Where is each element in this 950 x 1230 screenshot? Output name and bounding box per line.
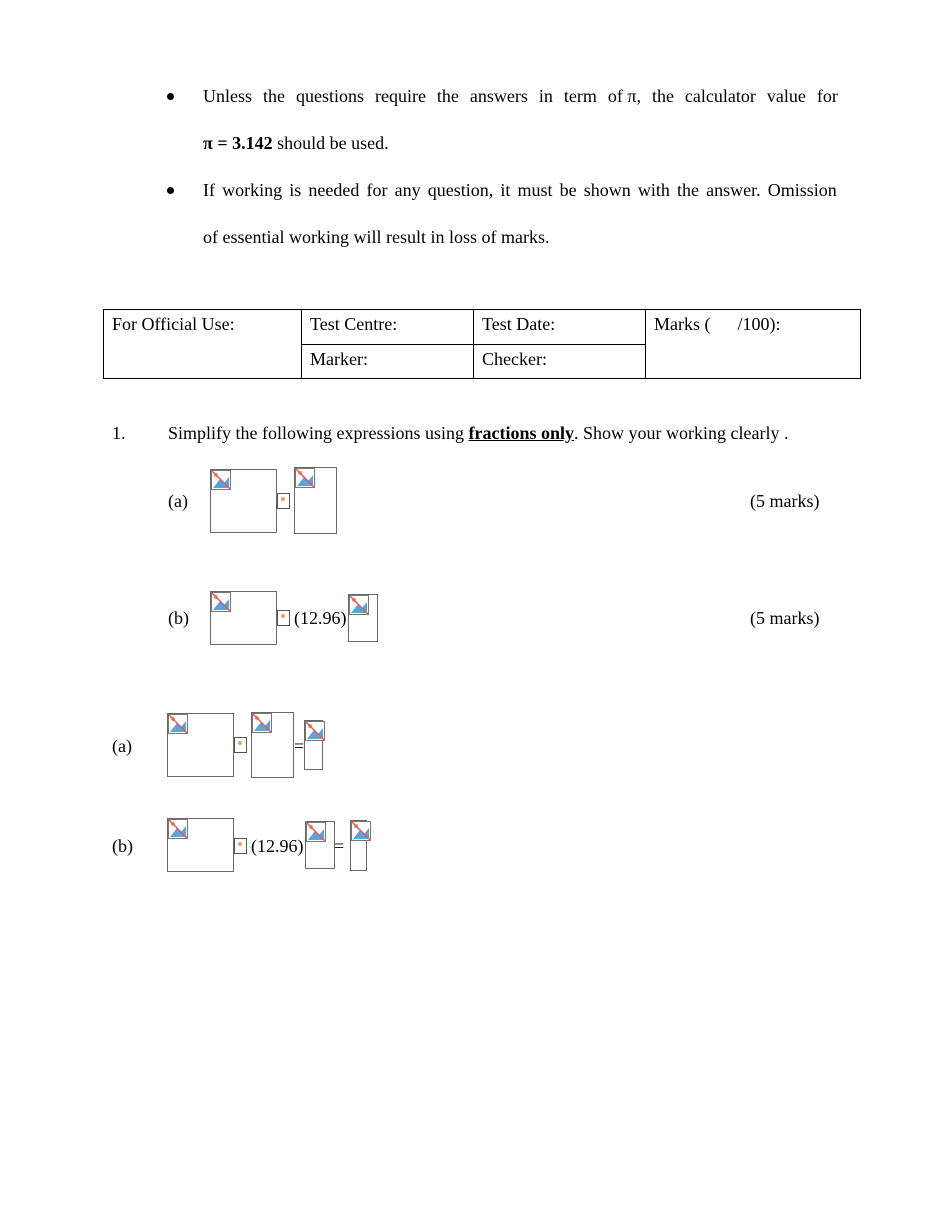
official-use-label: For Official Use:: [104, 310, 302, 379]
instruction-2-word: answer.: [706, 180, 761, 200]
broken-image-icon: [210, 591, 277, 645]
instruction-1-word: Unless: [203, 86, 252, 106]
answer-b-label: (b): [112, 836, 133, 856]
instruction-1-text: should be used.: [272, 133, 389, 153]
question-text: [168, 423, 788, 444]
test-date-field: Test Date:: [474, 310, 646, 345]
instruction-2-word: the: [677, 180, 700, 200]
instruction-2-word: for: [366, 180, 388, 200]
broken-image-icon: [350, 820, 367, 871]
instruction-1-word: value: [766, 86, 806, 106]
instruction-1-word: the: [262, 86, 285, 106]
instruction-2-word: any: [394, 180, 421, 200]
instruction-2-line-2: of essential working will result in loss of marks.: [203, 227, 550, 247]
part-b-value: (12.96): [294, 608, 347, 628]
answer-a-label: (a): [112, 736, 132, 756]
instruction-2-word: needed: [308, 180, 360, 200]
instruction-2-word: shown: [583, 180, 631, 200]
broken-image-icon: [234, 838, 247, 854]
test-centre-field: Test Centre:: [302, 310, 474, 345]
instruction-2-line-1: [203, 180, 837, 201]
bullet-2: [167, 187, 174, 194]
instruction-2-word: it: [500, 180, 511, 200]
part-a-marks: (5 marks): [750, 491, 820, 511]
instruction-1-word: answers: [469, 86, 528, 106]
instruction-1-word: calculator: [684, 86, 756, 106]
part-b-label: (b): [168, 608, 189, 628]
instruction-2-word: question,: [427, 180, 494, 200]
instruction-2-word: working: [222, 180, 283, 200]
instruction-2-word: with: [637, 180, 670, 200]
answer-b-value: (12.96): [251, 836, 304, 856]
instruction-2-word: Omission: [767, 180, 837, 200]
instruction-1-line-1: [203, 86, 838, 107]
broken-image-icon: [305, 821, 335, 869]
broken-image-icon: [277, 610, 290, 626]
broken-image-icon: [210, 469, 277, 533]
broken-image-icon: [234, 737, 247, 753]
instruction-1-word: term: [563, 86, 597, 106]
marker-field: Marker:: [302, 345, 474, 379]
instruction-1-word: the: [436, 86, 459, 106]
instruction-1-word: the: [651, 86, 674, 106]
broken-image-icon: [348, 594, 378, 642]
question-text-end: . Show your working clearly .: [574, 423, 789, 443]
instruction-2-word: must: [517, 180, 553, 200]
answer-a-equals: =: [294, 736, 305, 756]
instruction-1-line-2: [203, 133, 389, 154]
broken-image-icon: [167, 818, 234, 872]
instruction-1-word: in: [538, 86, 553, 106]
broken-image-icon: [304, 720, 323, 770]
bullet-1: [167, 93, 174, 100]
broken-image-icon: [294, 467, 337, 534]
broken-image-icon: [167, 713, 234, 777]
instruction-2-word: is: [289, 180, 302, 200]
checker-field: Checker:: [474, 345, 646, 379]
question-emphasis: fractions only: [468, 423, 574, 443]
instruction-1-word: for: [816, 86, 838, 106]
instruction-2-word: be: [559, 180, 577, 200]
broken-image-icon: [251, 712, 294, 778]
instruction-1-word: of π,: [607, 86, 641, 106]
instruction-1-word: questions: [295, 86, 364, 106]
instruction-1-word: require: [374, 86, 426, 106]
part-b-marks: (5 marks): [750, 608, 820, 628]
pi-value: π = 3.142: [203, 133, 273, 153]
marks-field: [646, 310, 861, 379]
question-number: 1.: [112, 423, 126, 443]
part-a-label: (a): [168, 491, 188, 511]
instruction-2-word: If: [203, 180, 215, 200]
question-text-start: Simplify the following expressions using: [168, 423, 469, 443]
answer-b-equals: =: [334, 836, 345, 856]
marks-label: Marks ( /100):: [654, 314, 781, 334]
broken-image-icon: [277, 493, 290, 509]
official-use-table: [103, 309, 861, 379]
